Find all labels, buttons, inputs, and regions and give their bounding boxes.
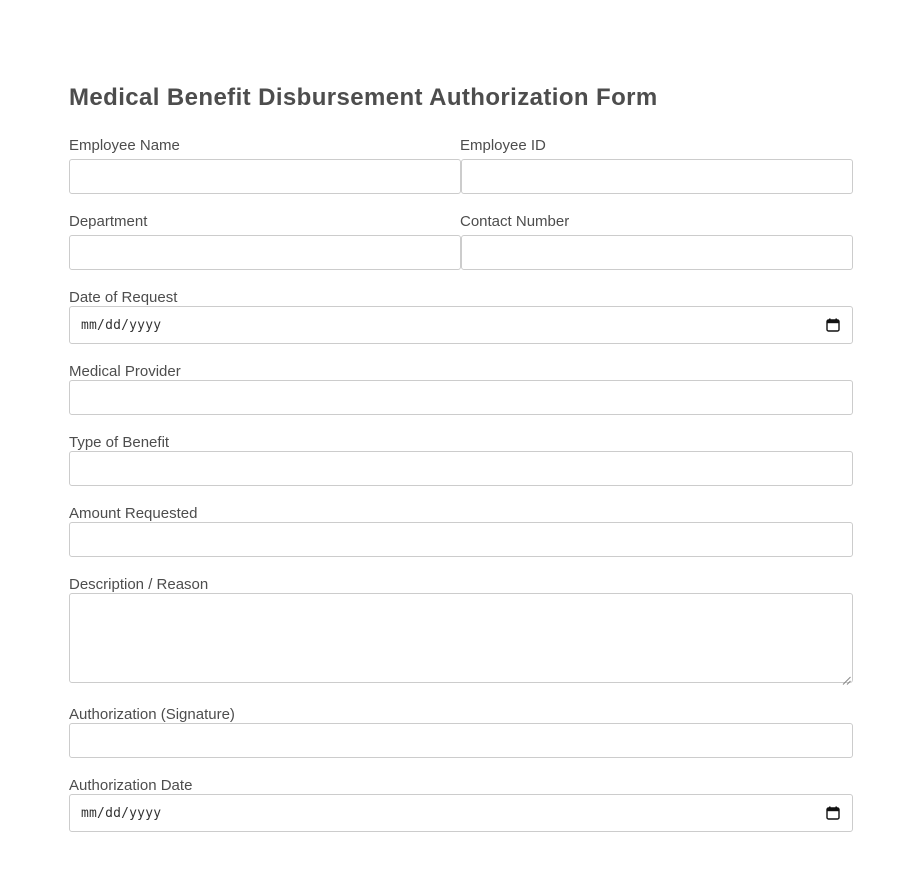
amount-requested-label: Amount Requested xyxy=(69,505,198,522)
type-of-benefit-input[interactable] xyxy=(69,451,853,486)
authorization-signature-label: Authorization (Signature) xyxy=(69,706,235,723)
amount-requested-input[interactable] xyxy=(69,522,853,557)
date-of-request-input[interactable] xyxy=(69,306,853,344)
employee-id-input[interactable] xyxy=(461,159,853,194)
authorization-date-input[interactable] xyxy=(69,794,853,832)
employee-id-label: Employee ID xyxy=(460,137,546,154)
date-of-request-label: Date of Request xyxy=(69,289,178,306)
resize-grip-icon[interactable] xyxy=(842,672,851,681)
authorization-date-placeholder: mm/dd/yyyy xyxy=(81,805,162,821)
contact-number-label: Contact Number xyxy=(460,213,570,230)
calendar-icon[interactable] xyxy=(826,318,840,332)
date-of-request-placeholder: mm/dd/yyyy xyxy=(81,317,162,333)
employee-name-label: Employee Name xyxy=(69,137,180,154)
authorization-signature-input[interactable] xyxy=(69,723,853,758)
employee-name-input[interactable] xyxy=(69,159,461,194)
type-of-benefit-label: Type of Benefit xyxy=(69,434,170,451)
department-label: Department xyxy=(69,213,148,230)
calendar-icon[interactable] xyxy=(826,806,840,820)
form-title: Medical Benefit Disbursement Authorization Form xyxy=(69,84,658,111)
description-reason-label: Description / Reason xyxy=(69,576,209,593)
contact-number-input[interactable] xyxy=(461,235,853,270)
description-reason-textarea[interactable] xyxy=(69,593,853,683)
medical-provider-label: Medical Provider xyxy=(69,363,181,380)
medical-provider-input[interactable] xyxy=(69,380,853,415)
authorization-date-label: Authorization Date xyxy=(69,777,193,794)
department-input[interactable] xyxy=(69,235,461,270)
